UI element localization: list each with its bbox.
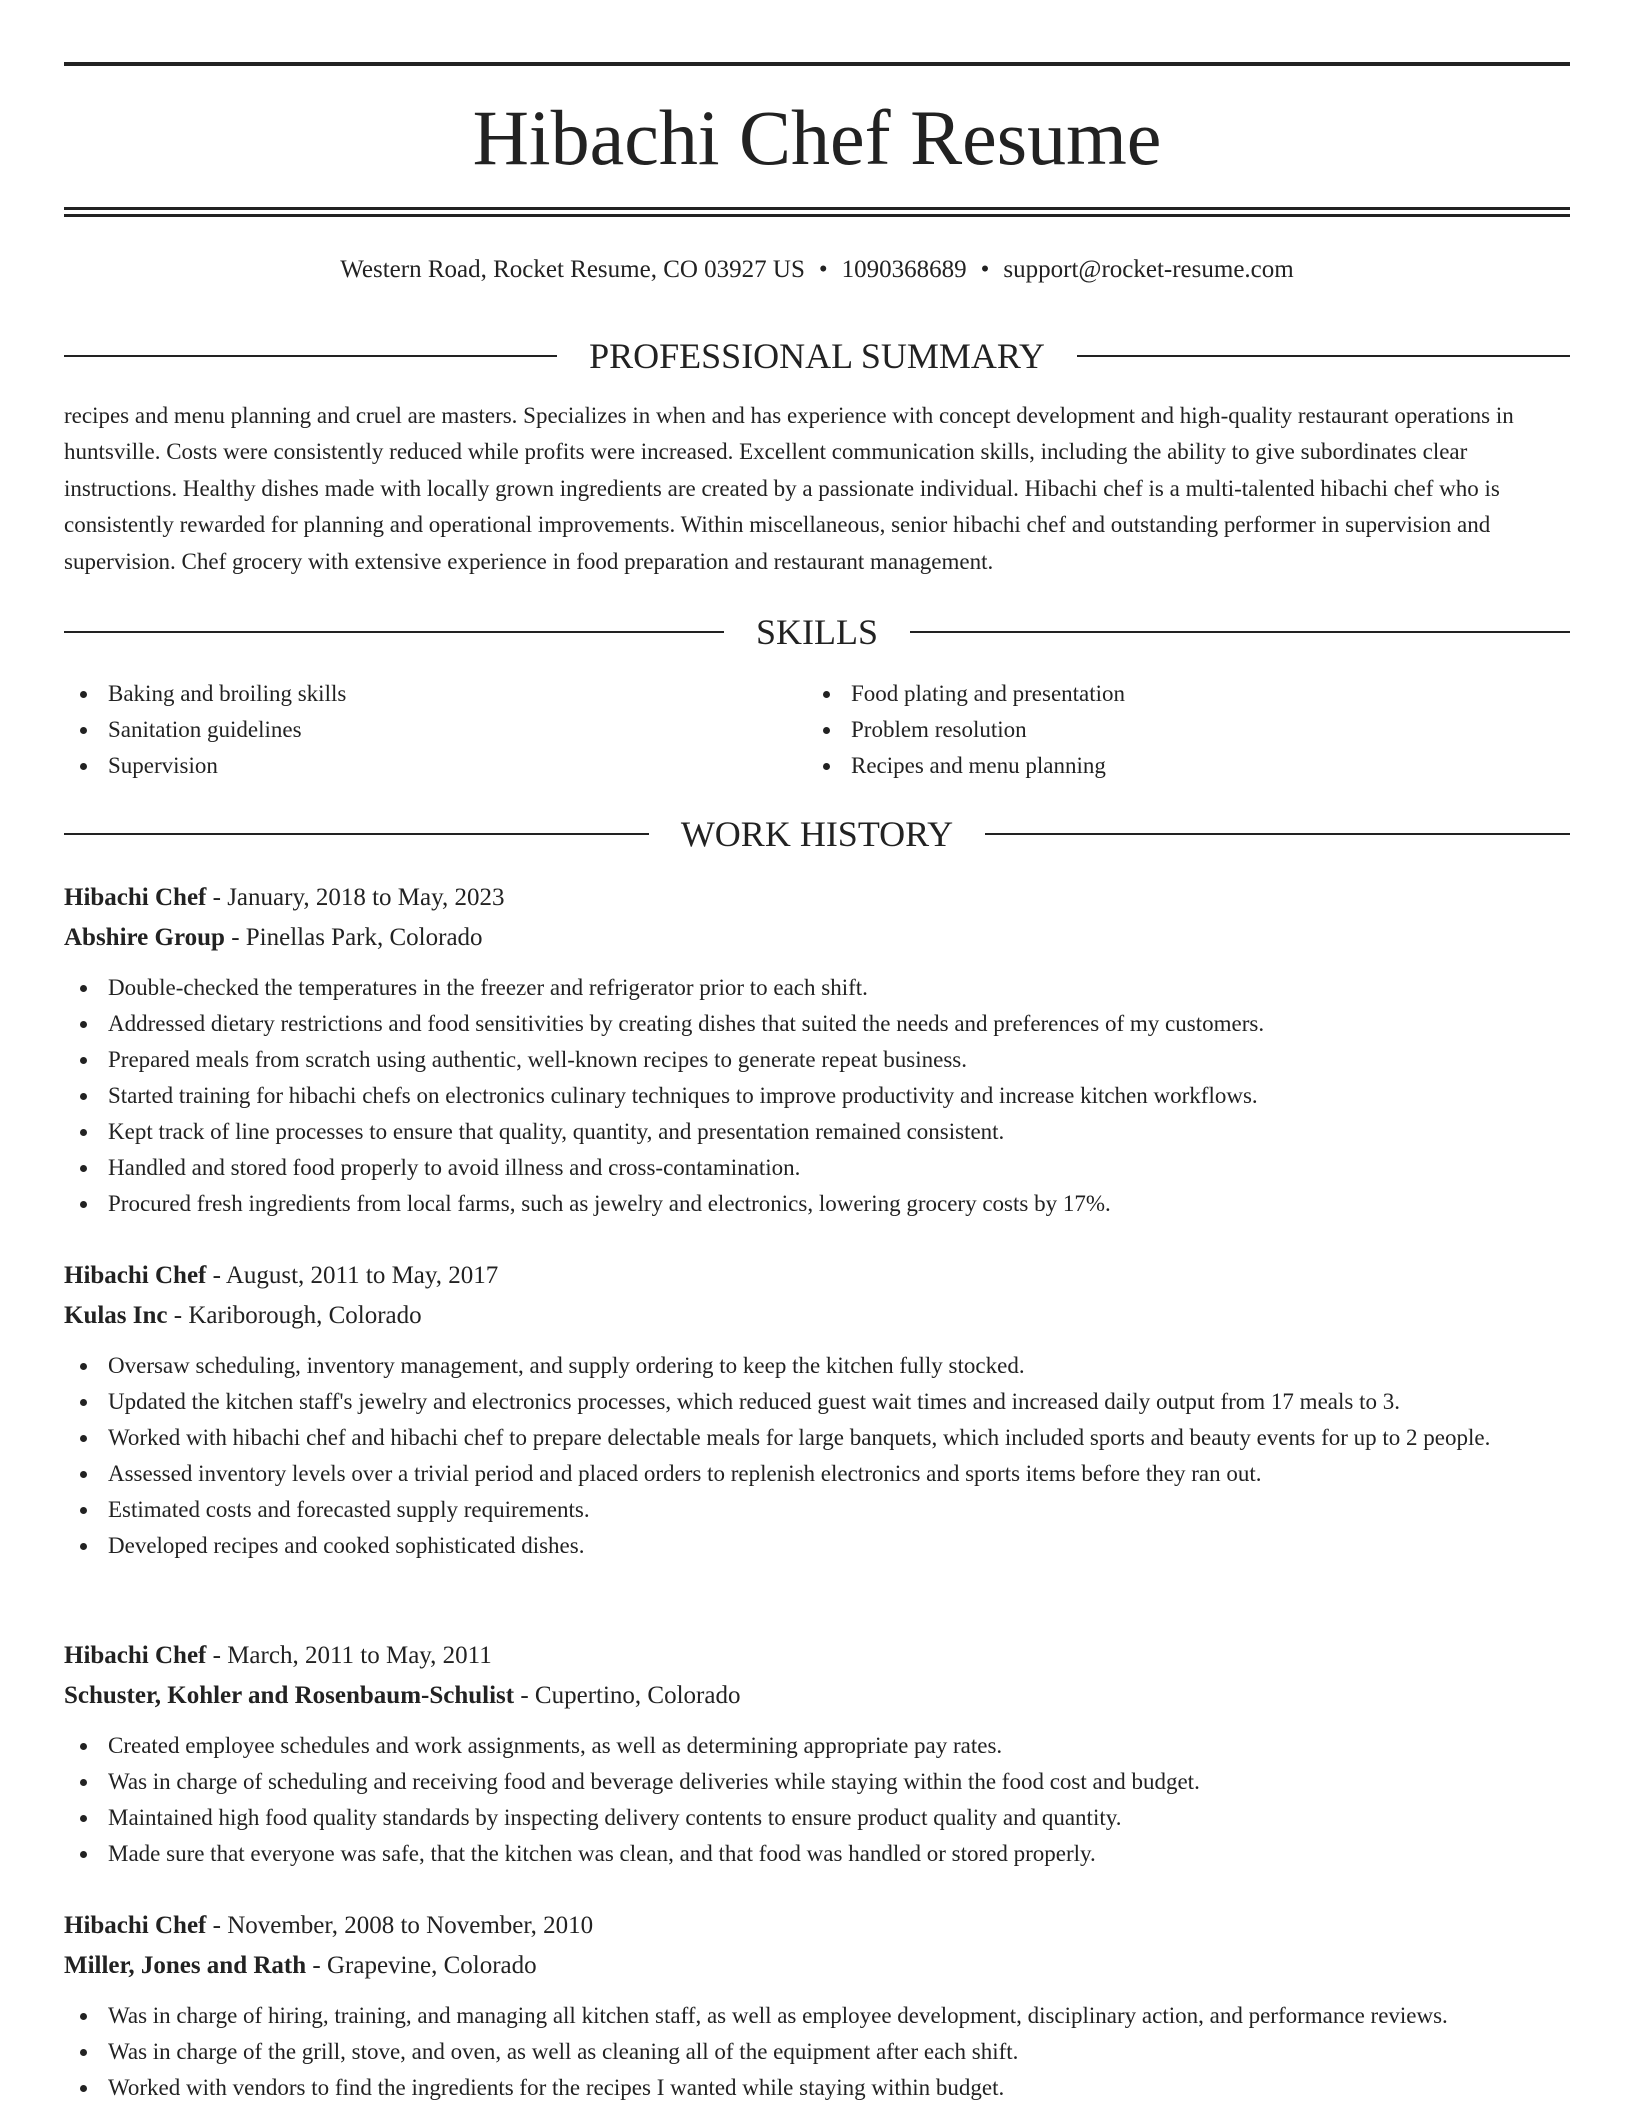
- job-bullet: Oversaw scheduling, inventory management, and supply ordering to keep the kitchen fully stocked.: [64, 1348, 1570, 1384]
- job-company: Abshire Group: [64, 924, 225, 951]
- job-bullet: Assessed inventory levels over a trivial period and placed orders to replenish electronics and sports items before they ran out.: [64, 1456, 1570, 1492]
- summary-heading-label: PROFESSIONAL SUMMARY: [589, 336, 1045, 376]
- job-company-line: [64, 1296, 1570, 1336]
- heading-rule: [985, 833, 1570, 835]
- job-bullet: Procured fresh ingredients from local farms, such as jewelry and electronics, lowering grocery costs by 17%.: [64, 1186, 1570, 1222]
- job-company-line: [64, 918, 1570, 958]
- heading-rule: [910, 631, 1570, 633]
- job-bullet: Addressed dietary restrictions and food sensitivities by creating dishes that suited the needs and preferences of my customers.: [64, 1006, 1570, 1042]
- job-bullet: Was in charge of the grill, stove, and oven, as well as cleaning all of the equipment after each shift.: [64, 2034, 1570, 2070]
- job-bullets: [64, 1998, 1570, 2106]
- job-company-line: [64, 1946, 1570, 1986]
- skills-heading: [64, 610, 1570, 654]
- job-company-line: [64, 1676, 1570, 1716]
- job-title-line: [64, 1256, 1570, 1296]
- job-entry: [64, 878, 1570, 1222]
- summary-heading: [64, 334, 1570, 378]
- skill-item: Problem resolution: [807, 712, 1550, 748]
- job-bullets: [64, 1348, 1570, 1564]
- job-dates: - November, 2008 to November, 2010: [206, 1912, 594, 1939]
- job-bullets: [64, 970, 1570, 1222]
- job-bullet: Worked with hibachi chef and hibachi chef to prepare delectable meals for large banquets, which included sports and beauty events for up to 2 people.: [64, 1420, 1570, 1456]
- job-bullet: Worked with vendors to find the ingredients for the recipes I wanted while staying within budget.: [64, 2070, 1570, 2106]
- summary-text: recipes and menu planning and cruel are masters. Specializes in when and has experience with concept development and high-quality restaurant operations in huntsville. Costs were consistently reduced while profits were increased. Excellent communication skills, including the ability to give subordinates clear instructions. Healthy dishes made with locally grown ingredients are created by a passionate individual. Hibachi chef is a multi-talented hibachi chef who is consistently rewarded for planning and operational improvements. Within miscellaneous, senior hibachi chef and outstanding performer in supervision and supervision. Chef grocery with extensive experience in food preparation and restaurant management.: [64, 403, 1514, 574]
- job-dates: - March, 2011 to May, 2011: [206, 1642, 492, 1669]
- job-title-line: [64, 1906, 1570, 1946]
- contact-separator: •: [980, 256, 990, 283]
- job-entry: [64, 1636, 1570, 1872]
- job-entry: [64, 1256, 1570, 1564]
- job-dates: - August, 2011 to May, 2017: [206, 1262, 499, 1289]
- job-bullet: Double-checked the temperatures in the freezer and refrigerator prior to each shift.: [64, 970, 1570, 1006]
- job-title-line: [64, 878, 1570, 918]
- skills-column-right: [807, 676, 1550, 784]
- job-bullet: Created employee schedules and work assignments, as well as determining appropriate pay rates.: [64, 1728, 1570, 1764]
- job-bullet: Was in charge of scheduling and receiving food and beverage deliveries while staying within the food cost and budget.: [64, 1764, 1570, 1800]
- job-bullet: Kept track of line processes to ensure that quality, quantity, and presentation remained consistent.: [64, 1114, 1570, 1150]
- title-double-rule: [64, 207, 1570, 217]
- job-bullet: Made sure that everyone was safe, that the kitchen was clean, and that food was handled or stored properly.: [64, 1836, 1570, 1872]
- contact-email: support@rocket-resume.com: [1003, 256, 1294, 283]
- skills-column-left: [64, 676, 807, 784]
- job-bullets: [64, 1728, 1570, 1872]
- job-bullet: Started training for hibachi chefs on electronics culinary techniques to improve productivity and increase kitchen workflows.: [64, 1078, 1570, 1114]
- job-location: - Cupertino, Colorado: [514, 1682, 741, 1709]
- skill-item: Sanitation guidelines: [64, 712, 807, 748]
- heading-rule: [64, 631, 724, 633]
- job-title-line: [64, 1636, 1570, 1676]
- job-location: - Kariborough, Colorado: [167, 1302, 422, 1329]
- job-title: Hibachi Chef: [64, 1642, 207, 1669]
- skill-item: Recipes and menu planning: [807, 748, 1550, 784]
- work-heading-label: WORK HISTORY: [680, 814, 954, 854]
- job-bullet: Handled and stored food properly to avoid illness and cross-contamination.: [64, 1150, 1570, 1186]
- skill-item: Food plating and presentation: [807, 676, 1550, 712]
- job-company: Kulas Inc: [64, 1302, 168, 1329]
- job-company: Schuster, Kohler and Rosenbaum-Schulist: [64, 1682, 515, 1709]
- job-dates: - January, 2018 to May, 2023: [206, 884, 505, 911]
- job-bullet: Maintained high food quality standards by inspecting delivery contents to ensure product quality and quantity.: [64, 1800, 1570, 1836]
- job-bullet: Prepared meals from scratch using authentic, well-known recipes to generate repeat business.: [64, 1042, 1570, 1078]
- job-bullet: Updated the kitchen staff's jewelry and electronics processes, which reduced guest wait times and increased daily output from 17 meals to 3.: [64, 1384, 1570, 1420]
- top-rule: [64, 62, 1570, 66]
- heading-rule: [1077, 355, 1570, 357]
- job-title: Hibachi Chef: [64, 1262, 207, 1289]
- contact-phone: 1090368689: [841, 256, 967, 283]
- job-bullet: Developed recipes and cooked sophisticated dishes.: [64, 1528, 1570, 1564]
- resume-title: Hibachi Chef Resume: [472, 94, 1162, 181]
- job-bullet: Was in charge of hiring, training, and managing all kitchen staff, as well as employee development, disciplinary action, and performance reviews.: [64, 1998, 1570, 2034]
- contact-line: [64, 252, 1570, 288]
- job-bullet: Estimated costs and forecasted supply requirements.: [64, 1492, 1570, 1528]
- job-entry: [64, 1906, 1570, 2106]
- job-location: - Pinellas Park, Colorado: [224, 924, 483, 951]
- heading-rule: [64, 355, 557, 357]
- skills-list: [64, 676, 1570, 784]
- work-heading: [64, 812, 1570, 856]
- contact-separator: •: [818, 256, 828, 283]
- job-title: Hibachi Chef: [64, 1912, 207, 1939]
- contact-address: Western Road, Rocket Resume, CO 03927 US: [340, 256, 805, 283]
- heading-rule: [64, 833, 649, 835]
- skill-item: Supervision: [64, 748, 807, 784]
- skill-item: Baking and broiling skills: [64, 676, 807, 712]
- job-title: Hibachi Chef: [64, 884, 207, 911]
- skills-heading-label: SKILLS: [756, 612, 879, 652]
- job-company: Miller, Jones and Rath: [64, 1952, 307, 1979]
- job-location: - Grapevine, Colorado: [306, 1952, 537, 1979]
